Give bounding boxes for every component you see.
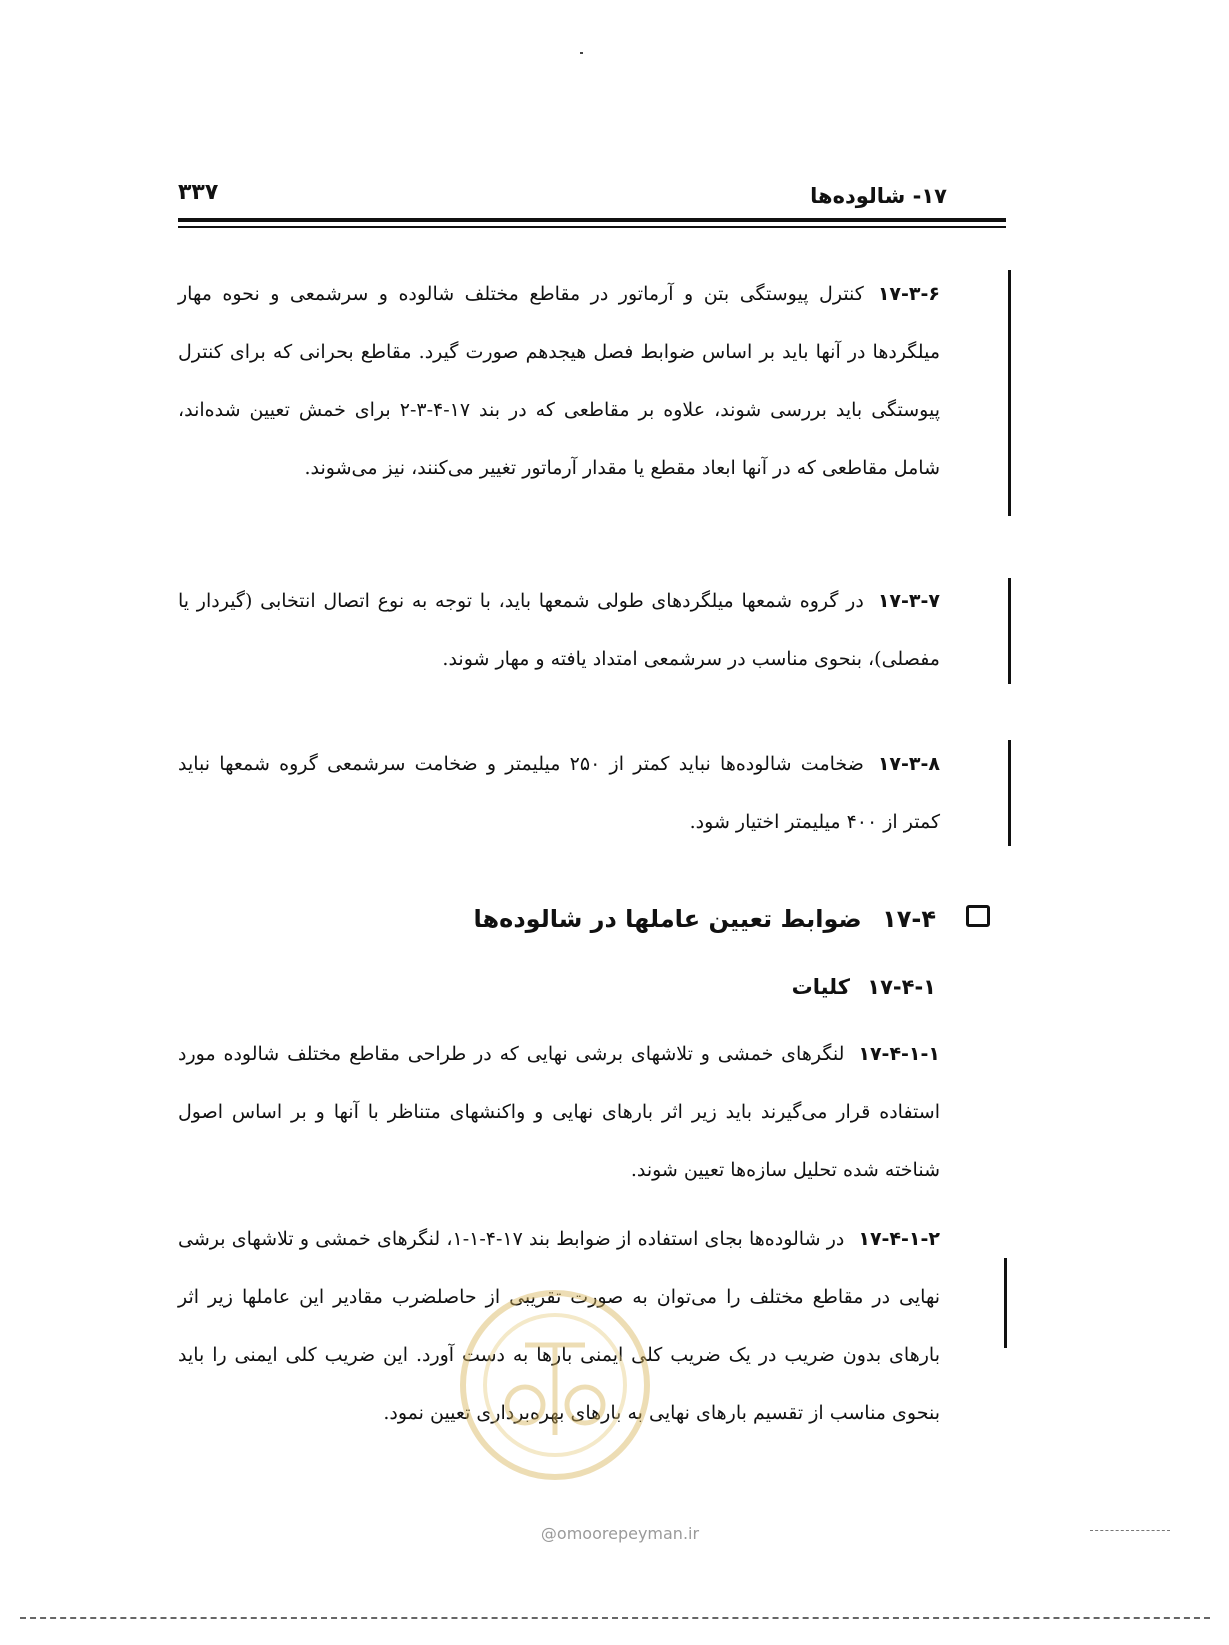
paragraph-number: ۱۷-۳-۸	[877, 753, 940, 775]
paragraph-text: لنگرهای خمشی و تلاشهای برشی نهایی که در طراحی مقاطع مختلف شالوده مورد استفاده قرار می‌گیرند باید زیر اثر بارهای نهایی و واکنشهای متناظر با آنها و بر اساس اصول شناخته شده تحلیل سازه‌ها تعیین شوند.	[178, 1043, 940, 1181]
paragraph-text: در شالوده‌ها بجای استفاده از ضوابط بند ۱۷-۴-۱-۱، لنگرهای خمشی و تلاشهای برشی نهایی در مقاطع مختلف را می‌توان به صورت تقریبی از حاصلضرب مقادیر این عاملها زیر اثر بارهای بدون ضریب در یک ضریب کلی ایمنی بارها به دست آورد. این ضریب کلی ایمنی را باید بنحوی مناسب از تقسیم بارهای نهایی به بارهای بهره‌برداری تعیین نمود.	[178, 1228, 940, 1424]
paragraph-number: ۱۷-۳-۶	[877, 283, 940, 305]
section-number: ۱۷-۴	[882, 905, 936, 933]
scan-dash-line	[20, 1617, 1210, 1619]
header-rule-thin	[178, 226, 1006, 228]
paragraph-text: کنترل پیوستگی بتن و آرماتور در مقاطع مختلف شالوده و سرشمعی و نحوه مهار میلگردها در آنها باید بر اساس ضوابط فصل هیجدهم صورت گیرد. مقاطع بحرانی که برای کنترل پیوستگی باید بررسی شوند، علاوه بر مقاطعی که در بند ۱۷-۴-۳-۲ برای خمش تعیین شده‌اند، شامل مقاطعی که در آنها ابعاد مقطع یا مقدار آرماتور تغییر می‌کنند، نیز می‌شوند.	[178, 283, 941, 479]
subsection-title: کلیات	[791, 975, 850, 999]
paragraph-17-3-6	[178, 265, 940, 497]
paragraph-text: ضخامت شالوده‌ها نباید کمتر از ۲۵۰ میلیمتر و ضخامت سرشمعی گروه شمعها نباید کمتر از ۴۰۰ میلیمتر اختیار شود.	[178, 753, 940, 833]
paragraph-17-3-7	[178, 572, 940, 688]
section-title: ضوابط تعیین عاملها در شالوده‌ها	[473, 905, 862, 933]
subsection-heading	[536, 975, 936, 999]
change-bar	[1004, 1258, 1007, 1348]
section-heading	[336, 905, 936, 933]
subsection-number: ۱۷-۴-۱	[867, 975, 936, 999]
scan-dash	[1090, 1530, 1170, 1531]
scan-speck	[580, 52, 583, 54]
change-bar	[1008, 270, 1011, 516]
watermark-seal-icon	[455, 1285, 655, 1485]
section-box-icon	[966, 905, 990, 927]
paragraph-number: ۱۷-۴-۱-۱	[858, 1043, 940, 1065]
header-rule-thick	[178, 218, 1006, 222]
paragraph-17-4-1-1	[178, 1025, 940, 1199]
change-bar	[1008, 740, 1011, 846]
paragraph-number: ۱۷-۳-۷	[877, 590, 940, 612]
chapter-title: ۱۷- شالوده‌ها	[810, 184, 947, 208]
paragraph-17-3-8	[178, 735, 940, 851]
page-number: ۳۳۷	[178, 180, 219, 205]
change-bar	[1008, 578, 1011, 684]
paragraph-number: ۱۷-۴-۱-۲	[858, 1228, 940, 1250]
watermark-text: @omoorepeyman.ir	[540, 1524, 700, 1543]
paragraph-text: در گروه شمعها میلگردهای طولی شمعها باید، با توجه به نوع اتصال انتخابی (گیردار یا مفصلی)، بنحوی مناسب در سرشمعی امتداد یافته و مهار شوند.	[178, 590, 940, 670]
